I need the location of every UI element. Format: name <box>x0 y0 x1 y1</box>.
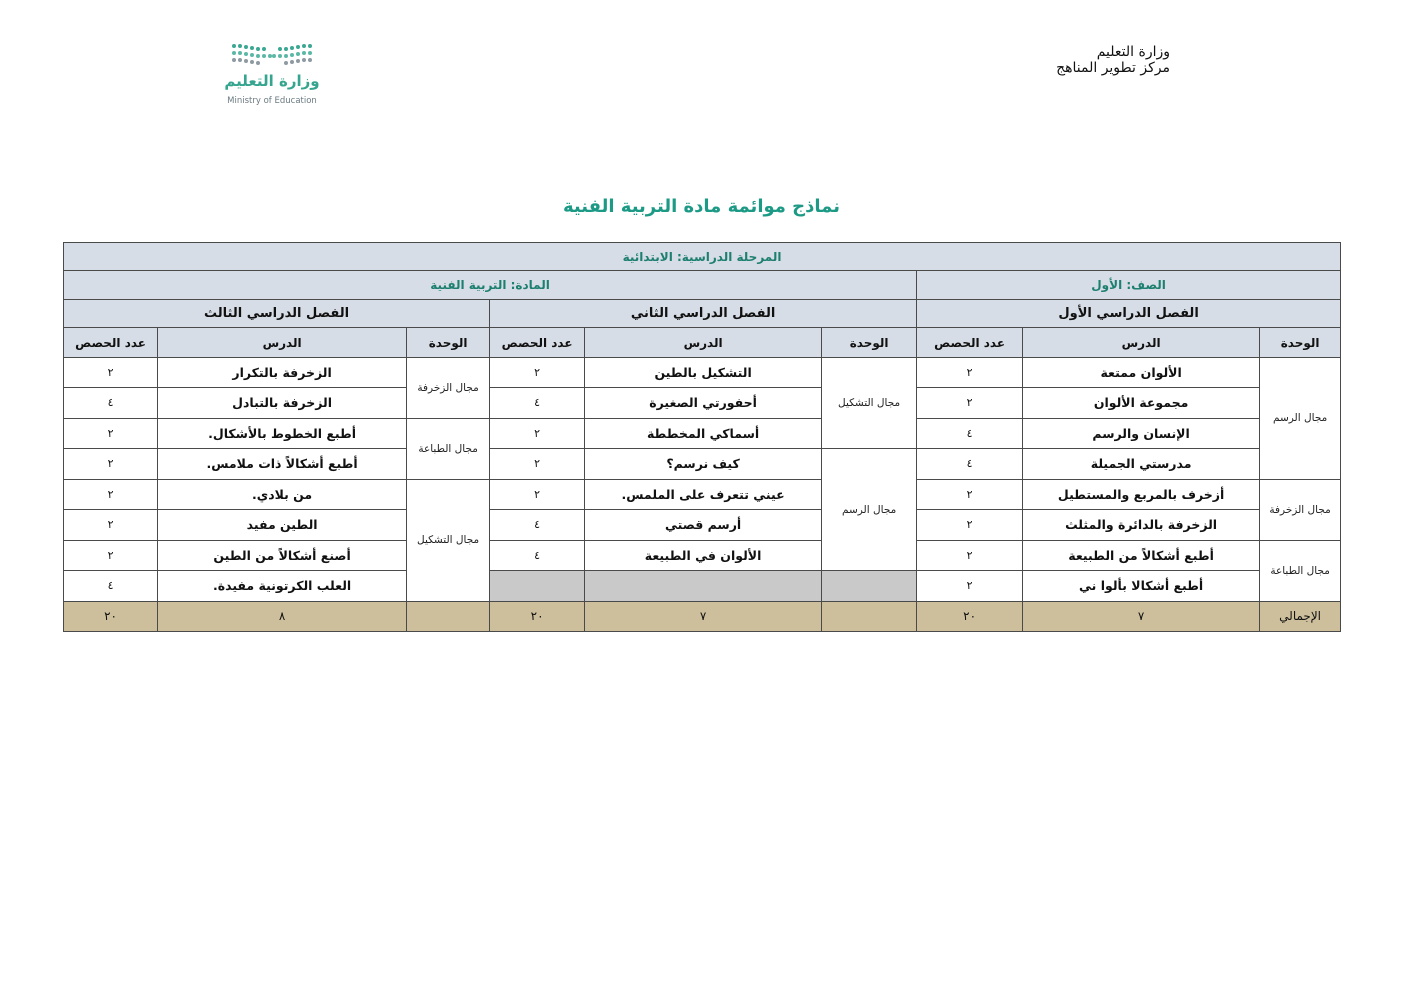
s2-count-cell: ٢ <box>490 449 585 479</box>
s1-lesson-cell: الألوان ممتعة <box>1023 357 1260 387</box>
s1-count-cell: ٤ <box>917 449 1023 479</box>
stage-label: المرحلة الدراسية: الابتدائية <box>64 243 1341 271</box>
semester-1-header: الفصل الدراسي الأول <box>917 299 1341 327</box>
page-title: نماذج موائمة مادة التربية الفنية <box>563 196 840 217</box>
curriculum-table <box>63 242 1341 632</box>
s3-count-cell: ٢ <box>64 479 158 509</box>
dots-emblem-icon <box>224 40 320 72</box>
s3-lesson-cell: من بلادي. <box>158 479 407 509</box>
s1-count-cell: ٢ <box>917 388 1023 418</box>
grade-label: الصف: الأول <box>917 271 1341 299</box>
s1-count-cell: ٢ <box>917 357 1023 387</box>
s3-unit-cell: مجال الزخرفة <box>407 357 490 418</box>
column-lesson-header: الدرس <box>158 328 407 357</box>
s3-unit-cell: مجال الطباعة <box>407 418 490 479</box>
table-row <box>64 510 1341 540</box>
s3-count-cell: ٤ <box>64 571 158 601</box>
s3-total-lessons: ٨ <box>158 601 407 631</box>
s3-lesson-cell: الزخرفة بالتبادل <box>158 388 407 418</box>
column-unit-header: الوحدة <box>822 328 917 357</box>
s1-lesson-cell: مدرستي الجميلة <box>1023 449 1260 479</box>
s3-lesson-cell: العلب الكرتونية مفيدة. <box>158 571 407 601</box>
s1-count-cell: ٢ <box>917 510 1023 540</box>
table-row <box>64 388 1341 418</box>
s2-count-cell: ٤ <box>490 540 585 570</box>
s3-lesson-cell: أطبع الخطوط بالأشكال. <box>158 418 407 448</box>
s1-lesson-cell: مجموعة الألوان <box>1023 388 1260 418</box>
s2-total-count: ٢٠ <box>490 601 585 631</box>
column-lesson-header: الدرس <box>1023 328 1260 357</box>
table-row <box>64 418 1341 448</box>
semester-2-header: الفصل الدراسي الثاني <box>490 299 917 327</box>
table-row <box>64 479 1341 509</box>
total-label: الإجمالي <box>1260 601 1341 631</box>
ministry-header <box>1040 44 1170 76</box>
s1-lesson-cell: أطبع أشكالا بألوا ني <box>1023 571 1260 601</box>
table-row <box>64 571 1341 601</box>
s2-count-cell: ٢ <box>490 357 585 387</box>
s3-lesson-cell: أطبع أشكالاً ذات ملامس. <box>158 449 407 479</box>
s2-count-cell: ٢ <box>490 418 585 448</box>
empty-cell <box>822 571 917 601</box>
s3-count-cell: ٢ <box>64 357 158 387</box>
subject-label: المادة: التربية الفنية <box>64 271 917 299</box>
s1-unit-cell: مجال الرسم <box>1260 357 1341 479</box>
s2-unit-cell: مجال الرسم <box>822 449 917 571</box>
s3-count-cell: ٢ <box>64 540 158 570</box>
s3-lesson-cell: أصنع أشكالاً من الطين <box>158 540 407 570</box>
column-count-header: عدد الحصص <box>490 328 585 357</box>
s2-lesson-cell: عيني تتعرف على الملمس. <box>585 479 822 509</box>
semester-3-header: الفصل الدراسي الثالث <box>64 299 490 327</box>
s1-total-count: ٢٠ <box>917 601 1023 631</box>
table-row <box>64 540 1341 570</box>
column-count-header: عدد الحصص <box>64 328 158 357</box>
s1-lesson-cell: أزخرف بالمربع والمستطيل <box>1023 479 1260 509</box>
s2-lesson-cell: كيف نرسم؟ <box>585 449 822 479</box>
empty-cell <box>490 571 585 601</box>
s2-lesson-cell: الألوان في الطبيعة <box>585 540 822 570</box>
s3-count-cell: ٤ <box>64 388 158 418</box>
s2-lesson-cell: أرسم قصتي <box>585 510 822 540</box>
s3-unit-cell: مجال التشكيل <box>407 479 490 601</box>
s2-total-unit-blank <box>822 601 917 631</box>
s2-lesson-cell: أسماكي المخططة <box>585 418 822 448</box>
s2-total-lessons: ٧ <box>585 601 822 631</box>
s2-lesson-cell: التشكيل بالطين <box>585 357 822 387</box>
logo-arabic-text: وزارة التعليم <box>224 72 320 90</box>
s1-count-cell: ٢ <box>917 479 1023 509</box>
s3-lesson-cell: الطين مفيد <box>158 510 407 540</box>
empty-cell <box>585 571 822 601</box>
s1-count-cell: ٢ <box>917 571 1023 601</box>
s1-unit-cell: مجال الزخرفة <box>1260 479 1341 540</box>
column-count-header: عدد الحصص <box>917 328 1023 357</box>
ministry-name: وزارة التعليم <box>1096 44 1170 60</box>
logo-english-text: Ministry of Education <box>227 96 317 106</box>
s3-lesson-cell: الزخرفة بالتكرار <box>158 357 407 387</box>
total-row <box>64 601 1341 631</box>
s3-total-unit-blank <box>407 601 490 631</box>
column-lesson-header: الدرس <box>585 328 822 357</box>
s3-count-cell: ٢ <box>64 418 158 448</box>
column-unit-header: الوحدة <box>1260 328 1341 357</box>
s1-lesson-cell: أطبع أشكالاً من الطبيعة <box>1023 540 1260 570</box>
s2-unit-cell: مجال التشكيل <box>822 357 917 448</box>
column-unit-header: الوحدة <box>407 328 490 357</box>
s2-count-cell: ٤ <box>490 510 585 540</box>
s1-unit-cell: مجال الطباعة <box>1260 540 1341 601</box>
s1-count-cell: ٤ <box>917 418 1023 448</box>
s3-count-cell: ٢ <box>64 510 158 540</box>
s2-count-cell: ٢ <box>490 479 585 509</box>
s1-total-lessons: ٧ <box>1023 601 1260 631</box>
s2-count-cell: ٤ <box>490 388 585 418</box>
table-row <box>64 357 1341 387</box>
s1-count-cell: ٢ <box>917 540 1023 570</box>
center-name: مركز تطوير المناهج <box>1056 60 1170 76</box>
s1-lesson-cell: الإنسان والرسم <box>1023 418 1260 448</box>
s3-count-cell: ٢ <box>64 449 158 479</box>
s1-lesson-cell: الزخرفة بالدائرة والمثلث <box>1023 510 1260 540</box>
table-row <box>64 449 1341 479</box>
s2-lesson-cell: أحفورتي الصغيرة <box>585 388 822 418</box>
ministry-logo <box>224 40 320 112</box>
s3-total-count: ٢٠ <box>64 601 158 631</box>
